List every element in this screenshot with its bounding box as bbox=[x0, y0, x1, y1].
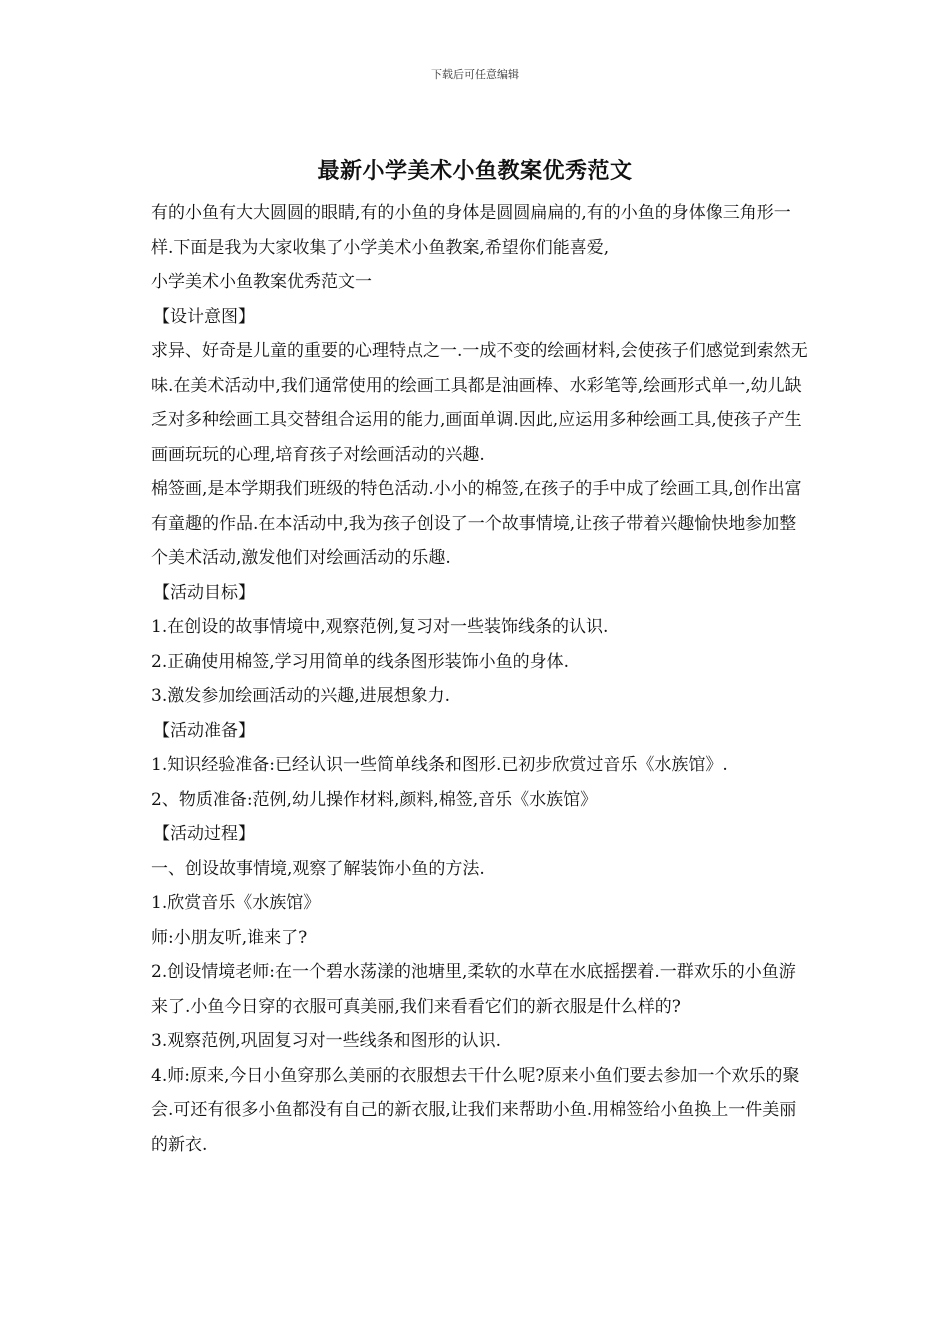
preparation-item: 2、物质准备:范例,幼儿操作材料,颜料,棉签,音乐《水族馆》 bbox=[151, 789, 598, 810]
page-header-note: 下载后可任意编辑 bbox=[431, 68, 519, 81]
section-title: 小学美术小鱼教案优秀范文一 bbox=[151, 272, 372, 292]
goal-item: 3.激发参加绘画活动的兴趣,进展想象力. bbox=[151, 686, 451, 706]
design-paragraph-1: 求异、好奇是儿童的重要的心理特点之一.一成不变的绘画材料,会使孩子们感觉到索然无味.在美术活动中,我们通常使用的绘画工具都是油画棒、水彩笔等,绘画形式单一,幼儿缺乏对多种绘画工具交替组合运用的能力,画面单调.因此,应运用多种绘画工具,使孩子产生画画玩玩的心理,培育孩子对绘画活动的兴趣. bbox=[151, 341, 808, 465]
process-step: 一、创设故事情境,观察了解装饰小鱼的方法. bbox=[151, 858, 485, 879]
document-body bbox=[143, 196, 811, 1162]
goal-item: 1.在创设的故事情境中,观察范例,复习对一些装饰线条的认识. bbox=[151, 617, 609, 637]
section-heading-design: 【设计意图】 bbox=[153, 306, 255, 327]
design-paragraph-2: 棉签画,是本学期我们班级的特色活动.小小的棉签,在孩子的手中成了绘画工具,创作出富有童趣的作品.在本活动中,我为孩子创设了一个故事情境,让孩子带着兴趣愉快地参加整个美术活动,激发他们对绘画活动的乐趣. bbox=[151, 479, 802, 568]
preparation-item: 1.知识经验准备:已经认识一些简单线条和图形.已初步欣赏过音乐《水族馆》. bbox=[151, 755, 728, 775]
document-title: 最新小学美术小鱼教案优秀范文 bbox=[317, 158, 633, 184]
section-heading-goals: 【活动目标】 bbox=[153, 582, 255, 603]
process-step: 4.师:原来,今日小鱼穿那么美丽的衣服想去干什么呢?原来小鱼们要去参加一个欢乐的聚会.可还有很多小鱼都没有自己的新衣服,让我们来帮助小鱼.用棉签给小鱼换上一件美丽的新衣. bbox=[151, 1065, 800, 1155]
process-step: 3.观察范例,巩固复习对一些线条和图形的认识. bbox=[151, 1031, 502, 1051]
process-step: 1.欣赏音乐《水族馆》 bbox=[151, 893, 321, 913]
section-heading-process: 【活动过程】 bbox=[153, 824, 255, 844]
process-step: 师:小朋友听,谁来了? bbox=[151, 927, 308, 948]
intro-paragraph: 有的小鱼有大大圆圆的眼睛,有的小鱼的身体是圆圆扁扁的,有的小鱼的身体像三角形一样.下面是我为大家收集了小学美术小鱼教案,希望你们能喜爱, bbox=[151, 203, 791, 258]
process-step: 2.创设情境老师:在一个碧水荡漾的池塘里,柔软的水草在水底摇摆着.一群欢乐的小鱼游来了.小鱼今日穿的衣服可真美丽,我们来看看它们的新衣服是什么样的? bbox=[151, 962, 796, 1017]
section-heading-preparation: 【活动准备】 bbox=[153, 720, 255, 741]
goal-item: 2.正确使用棉签,学习用简单的线条图形装饰小鱼的身体. bbox=[151, 651, 570, 672]
